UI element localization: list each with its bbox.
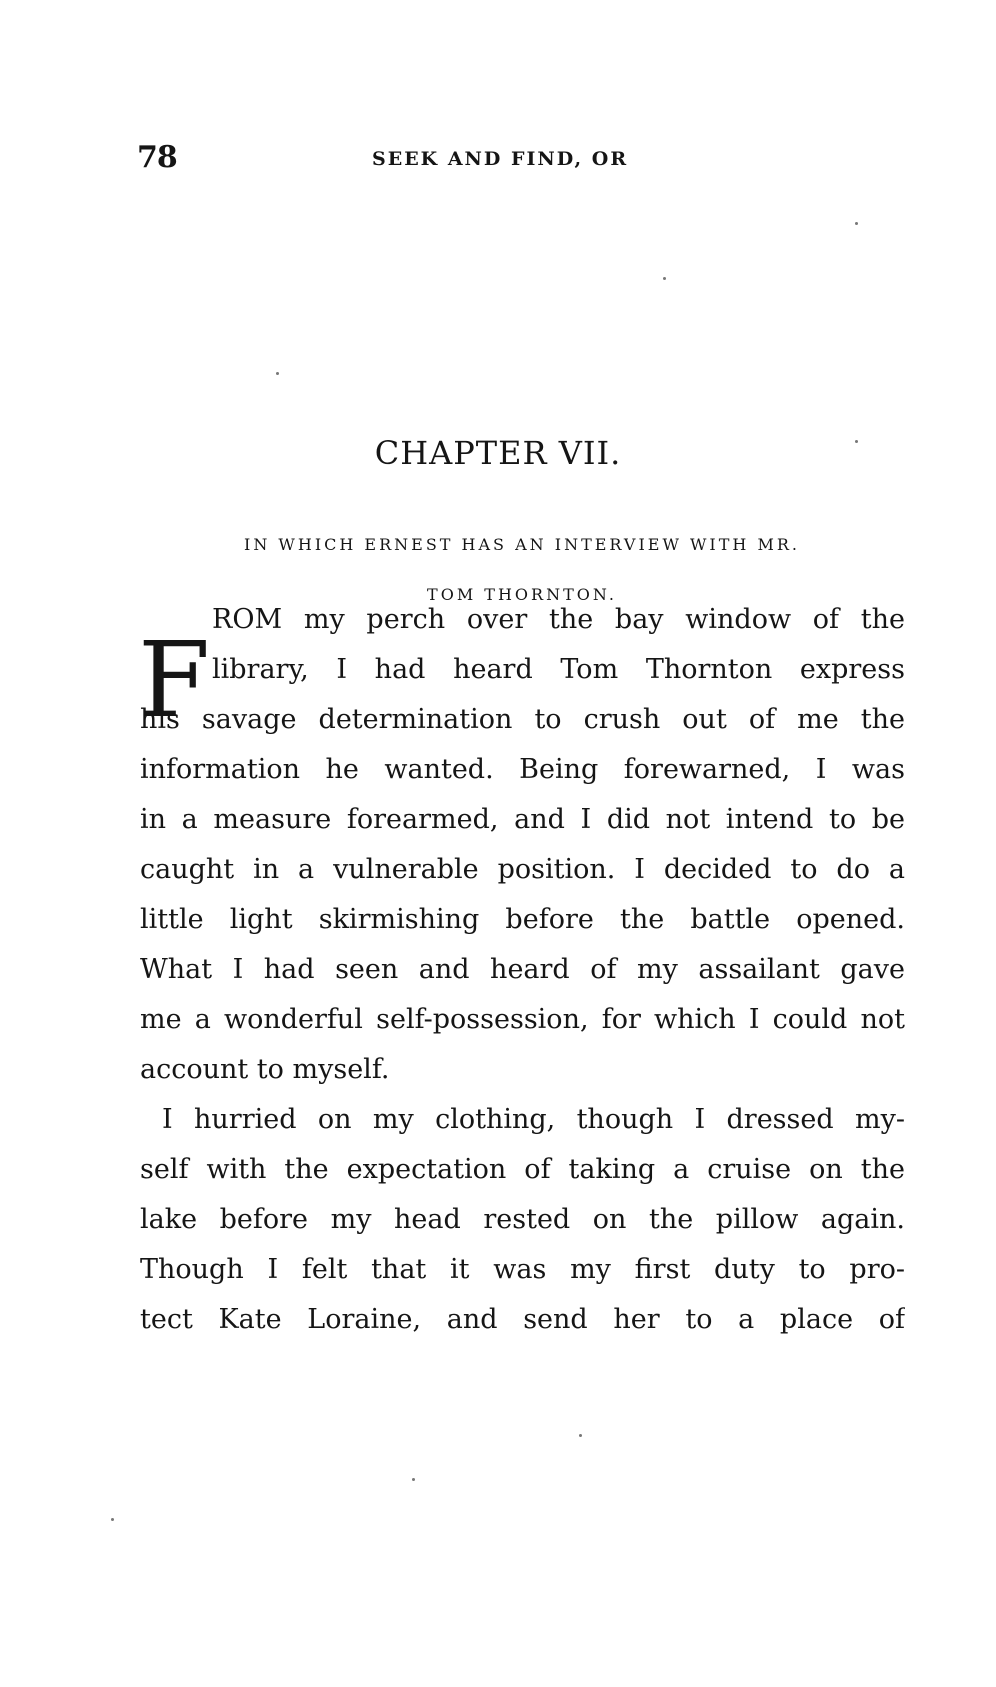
text-line: me a wonderful self-possession, for which I could not xyxy=(140,1004,905,1035)
scan-speck xyxy=(111,1518,114,1521)
text-line: information he wanted. Being forewarned, I was xyxy=(140,754,905,785)
text-line: ROM my perch over the bay window of the xyxy=(212,604,905,635)
running-head: SEEK AND FIND, OR xyxy=(372,148,629,170)
scan-speck xyxy=(855,222,858,225)
text-line: self with the expectation of taking a cruise on the xyxy=(140,1154,905,1185)
text-line: his savage determination to crush out of me the xyxy=(140,704,905,735)
text-line: What I had seen and heard of my assailant gave xyxy=(140,954,905,985)
text-line: in a measure forearmed, and I did not intend to be xyxy=(140,804,905,835)
text-line: I hurried on my clothing, though I dressed my- xyxy=(162,1104,905,1135)
text-line: caught in a vulnerable position. I decided to do a xyxy=(140,854,905,885)
text-line: account to myself. xyxy=(140,1054,390,1085)
scan-speck xyxy=(276,372,279,375)
text-line: library, I had heard Tom Thornton express xyxy=(212,654,905,685)
drop-cap: F xyxy=(138,619,211,741)
chapter-subtitle-line: IN WHICH ERNEST HAS AN INTERVIEW WITH MR. xyxy=(244,535,800,554)
page-number: 78 xyxy=(137,140,177,175)
text-line: Though I felt that it was my first duty to pro- xyxy=(140,1254,905,1285)
page-header xyxy=(137,140,907,180)
scan-speck xyxy=(579,1434,582,1437)
scan-speck xyxy=(412,1478,415,1481)
text-line: tect Kate Loraine, and send her to a place of xyxy=(140,1304,905,1335)
chapter-subtitle-line: TOM THORNTON. xyxy=(427,585,617,604)
text-line: lake before my head rested on the pillow again. xyxy=(140,1204,905,1235)
scan-speck xyxy=(663,277,666,280)
text-line: little light skirmishing before the battle opened. xyxy=(140,904,905,935)
scan-speck xyxy=(855,440,858,443)
chapter-title: CHAPTER VII. xyxy=(374,434,622,472)
